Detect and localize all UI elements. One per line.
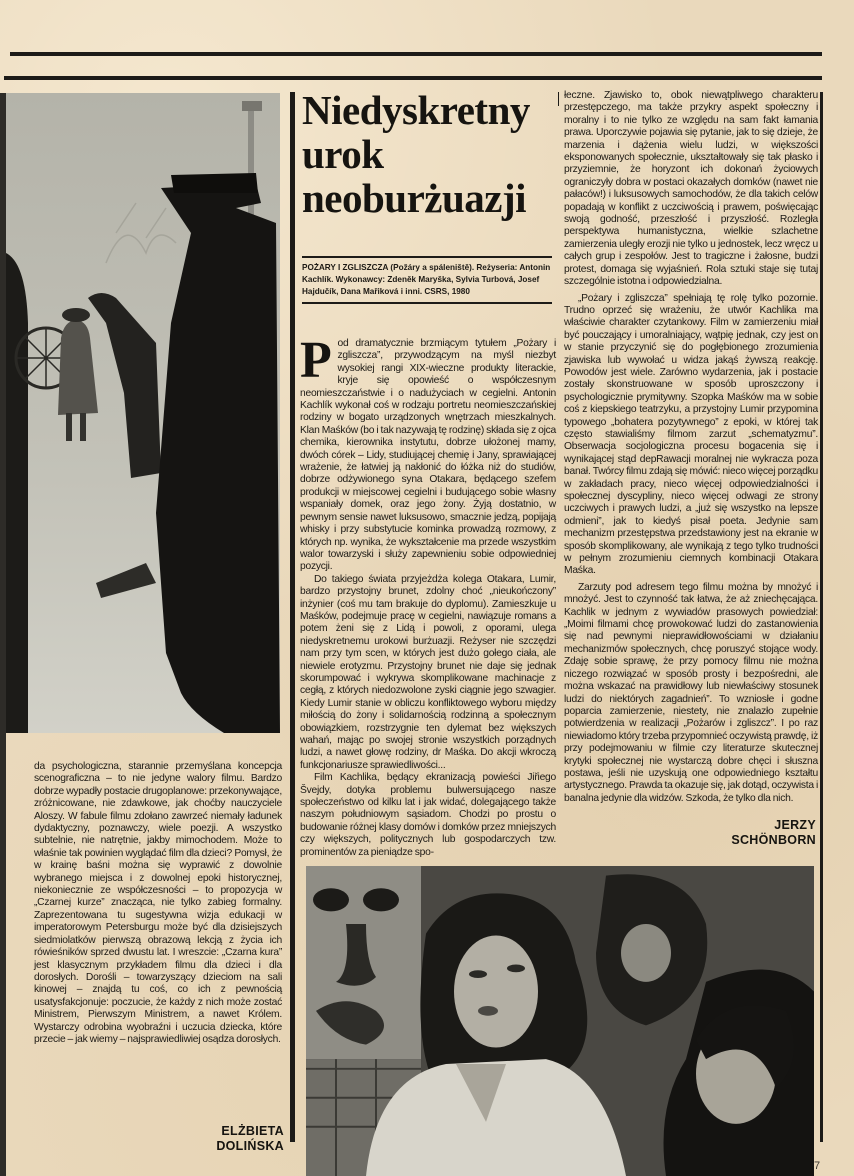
credits-rule-top [302,256,552,258]
column-divider-mid [558,92,559,106]
film-still-couple [306,866,814,1176]
lead-paragraph-text: od dramatycznie brzmiącym tytułem „Pożary i zgliszcza”, przywodzącym na myśl niezbyt wysokiej rangi XIX-wieczne produkty literackie, kryje się opowieść o współczesnym neomieszczaństwie i o nadużyciach w cegielni. Antonin Kachlík wykonał coś w rodzaju portretu neomieszczańskiej rodziny w bogato urządzonych wnętrzach mieszkalnych. Klan Maśków (bo i tak nazywają tę rodzinę) składa się z ojca chemika, kierownika instytutu, dobrze ułożonej mamy, dwóch córek – Lidy, studiującej chemię i Jany, sprawiającej wrażenie, że łatwiej ją nakłonić do łóżka niż do studiów, dobrze odżywionego syna Otakara, będącego szefem produkcji w miejscowej cegielni i budującego sobie własny wspaniały domek, oraz jego żony. Żyją dostatnio, w pewnym sensie nawet luksusowo, smacznie jedzą, popijają whisky i przy substytucie kominka prowadzą rozmowy, z których np. wynika, że wykształcenie ma przede wszystkim walor towarzyski i służy zapewnieniu sobie odpowiedniej pozycji. [300,338,556,573]
article-author [640,818,816,848]
page-number: 7 [814,1160,821,1172]
paragraph: da psychologiczna, starannie przemyślana koncepcja scenograficzna – to nie jedyne walory filmu. Bardzo dobrze wypadły postacie drugoplanowe: przekonywające, zróżnicowane, nie zdawkowe, jak choćby nauczyciele Aloszy. W fabule filmu zdołano zawrzeć niemały ładunek dydaktyczny, poznawczy, wiele poezji. A wszystko subtelnie, nie natrętnie, jakby mimochodem. Może to właśnie tak powinien wyglądać film dla dzieci? Pomysł, że w krainę baśni można się wyprawić z dowolnie wybranego miejsca i z dowolnej epoki historycznej, niekoniecznie ze współczesności – to propozycja w „Czarnej kurze” znacząca, nie tylko zabieg formalny. Zaprezentowana tu sugestywna wizja edukacji w imperatorowym Petersburgu może być dla dzisiejszych siedmiolatków pierwszą obrazową lekcją z życia ich rówieśników sprzed dwustu lat. I wreszcie: „Czarna kura” jest klasycznym przykładem filmu dla dzieci i dla dorosłych. Dorośli – towarzyszący dzieciom na sali kinowej – znajdą tu coś, co ich z pewnością usatysfakcjonuje: poczucie, że każdy z nich może zostać Ministrem, Pierwszym Ministrem, a nawet Królem. Wystarczy odrobina wyobraźni i uczucia dziecka, które przecie – jak wiemy – najsprawiedliwiej osądza dorosłych. [34,761,282,1045]
headline-line-2: urok [302,131,384,177]
author-last-name: SCHÖNBORN [731,833,816,847]
article-column-middle [300,332,556,859]
drop-cap: P [300,332,332,389]
second-rule [4,76,822,80]
headline-line-1: Niedyskretny [302,87,530,133]
author-first-name: ELŻBIETA [221,1124,284,1138]
article-headline [302,88,552,220]
credits-rule-bottom [302,302,552,304]
paragraph: Do takiego świata przyjeżdża kolega Otakara, Lumir, bardzo przystojny brunet, zdolny choć „nieukończony” inżynier (coś mu tam brakuje do dyplomu). Zamieszkuje u Maśków, podejmuje pracę w cegielni, nawiązuje romans a potem żeni się z Lidą i powoli, z oporami, ulega niedyskretnemu urokowi burżuazji. Reżyser nie szczędzi nam przy tym scen, w których jest dużo gołego ciała, ale niewiele erotyzmu. Przystojny brunet nie daje się jednak skorumpować i wykrywa skomplikowane machinacje z cegłą, z których niedozwolone zyski ciągnie jego szwagier. Kiedy Lumir stanie w obliczu konfliktowego wyboru między miłością do żony i solidarnością rodzinną a społecznym obowiązkiem, rozstrzygnie ten dylemat bez większych wahań, mając po swojej stronie wszystkich porządnych ludzi, a nawet głowę rodziny, dr Maśka. Do akcji wkroczą funkcjonariusze sprawiedliwości... [300,573,556,771]
headline-line-3: neoburżuazji [302,175,527,221]
previous-article-column [34,761,282,1046]
author-first-name: JERZY [774,818,816,832]
column-divider-right [820,92,823,1142]
paragraph: „Pożary i zgliszcza” spełniają tę rolę tylko pozornie. Trudno oprzeć się wrażeniu, że utwór Kachlika ma właściwie charakter czytankowy. Film w zamierzeniu miał być pouczający i umoralniający, wątpię jednak, czy jest on w stanie przyczynić się do pogłębionego zrozumienia zjawiska lub wywołać u widza jakąś żywszą reakcję. Powodów jest wiele. Zarówno wydarzenia, jak i postacie zostały skonstruowane w sposób uproszczony i psychologicznie prymitywny. Szopka Maśków ma w sobie coś z kiepskiego teatrzyku, a przystojny Lumir przypomina typowego „bohatera pozytywnego” z epoki, w której tak często stawialiśmy filmom zarzut „schematyzmu”. Obserwacja socjologiczna procesu bogacenia się i wynikającej stąd depRawacji moralnej nie wykracza poza banał. Twórcy filmu zdają się mówić: nieco więcej porządku w zakładach pracy, nieco więcej odpowiedzialności i społecznej dyscypliny, nieco więcej odwagi ze strony uczciwych i prawych ludzi, a „już się wszystko na lepsze odmieni”, jak to kiedyś pisał poeta. Jedynie sam mechanizm przestępstwa przedstawiony jest na ekranie w sposób skomplikowany, ale wynikają z tego tylko trudności w pełnym zrozumieniu ciemnych kombinacji Otakara Maśka. [564,292,818,577]
paragraph: Film Kachlika, będący ekranizacją powieści Jiřiego Švejdy, dotyka problemu bulwersującego nasze społeczeństwo od kilku lat i jak widać, dolegającego także naszym południowym sąsiadom. Chodzi po prostu o budowanie różnej klasy domów i domków przez mniejszych czy większych, politycznych lub gospodarczych tzw. prominentów za pieniądze spo- [300,772,556,858]
previous-article-author [120,1124,284,1154]
column-divider-left [290,92,295,1142]
author-last-name: DOLIŃSKA [216,1139,284,1153]
article-column-right [564,90,818,805]
top-rule [10,52,822,56]
paragraph: Zarzuty pod adresem tego filmu można by mnożyć i mnożyć. Jest to czynność tak łatwa, że aż zniechęcająca. Kachlik w jednym z wywiadów prasowych powiedział: „Moimi filmami chcę prowokować ludzi do zastanowienia się nad pewnymi nieprawidłowościami w działaniu mechanizmów społecznych, chcę poruszyć stojące wody. Zdaję sobie sprawę, że przy pomocy filmu nie można niczego rozwiązać w sposób prosty i bezpośredni, ale można wskazać na prawidłowy lub niewłaściwy stosunek ludzi do niektórych zagadnień”. To wzniosłe i godne poparcia zamierzenie, niestety, nie znalazło zupełnie potwierdzenia w realizacji „Pożarów i zgliszcz”. I po raz niewiadomo który trzeba przypomnieć oczywistą prawdę, iż przy podejmowaniu w filmie czy literaturze skutecznej krytyki społecznej nie wystarczą dobre chęci i słuszna postawa, jeśli nie uzyskują one odpowiedniego kształtu artystycznego. Prawda ta okazuje się, jak dotąd, oczywista i banalna jedynie dla widzów. Szkoda, że tylko dla nich. [564,581,818,804]
film-still-winter-street [6,93,280,733]
paragraph: łeczne. Zjawisko to, obok niewątpliwego charakteru przestępczego, ma także przykry aspekt społeczny i moralny i to nie tylko ze względu na sam fakt łamania prawa. Uporczywie pojawia się pytanie, jak to się dzieje, że marzenia i dążenia wielu ludzi, w większości eksponowanych społecznie, ukształtowały się tak płasko i przyziemnie, że horyzont ich dokonań życiowych ograniczyły dobra w postaci okazałych domków (nawet nie pałaców!) i luksusowych samochodów, że dla takich celów popadają w konflikt z uczciwością i prawem, poświęcając swoją godność, przeszłość i przyszłość. Rozległa perspektywa humanistyczna, wielkie szlachetne zamierzenia uległy erozji nie tylko u jednostek, lecz wręcz u całych grup i zespołów. Jest to tragiczne i żałosne, budzi protest, domaga się wyjaśnień. Rola sztuki staje się tutaj szczególnie istotna i odpowiedzialna. [564,90,818,288]
lead-paragraph [300,332,556,574]
film-credits: POŻARY I ZGLISZCZA (Požáry a spáleniště). Reżyseria: Antonin Kachlík. Wykonawcy: Zdeněk Maryška, Sylvia Turbová, Josef Hajdučík, Dana Mařiková i inni. CSRS, 1980 [302,263,551,296]
